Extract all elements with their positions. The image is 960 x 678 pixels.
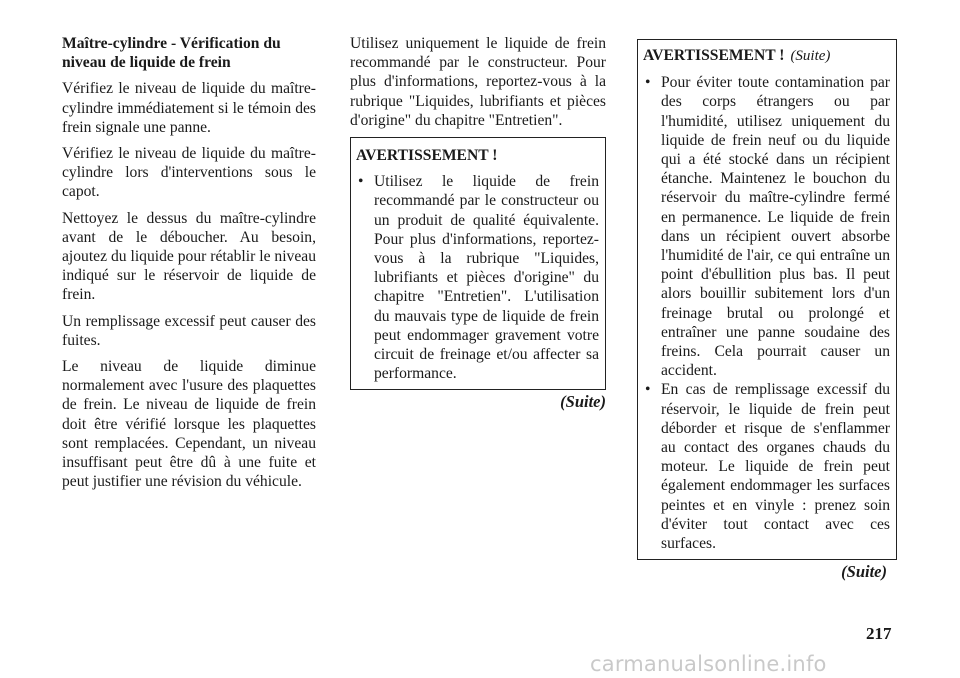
section-heading-line1: Maître-cylindre - Vérification du — [62, 35, 281, 52]
section-heading-line2: niveau de liquide de frein — [62, 54, 231, 72]
page-number: 217 — [866, 624, 892, 643]
continued-label-right: (Suite) — [841, 562, 887, 582]
paragraph-overfill-leaks: Un remplissage excessif peut causer des fuites. — [62, 312, 316, 349]
paragraph-level-decrease: Le niveau de liquide diminue normalement avec l'usure des plaquettes de frein. Le niveau de liquide de frein doit être vérifié lorsque les plaquettes sont remplacées. Cependant, un niveau insuffisant peut être dû à une fuite et peut justifier une révision du véhicule. — [62, 358, 316, 491]
warning-list-continued — [643, 73, 890, 553]
paragraph-recommended-fluid: Utilisez uniquement le liquide de frein recommandé par le constructeur. Pour plus d'informations, reportez-vous à la rubrique "Liquides, lubrifiants et pièces d'origine" du chapitre "Entretien". — [350, 35, 606, 129]
warning-continued-tag: (Suite) — [790, 48, 831, 64]
watermark: carmanualsonline.info — [590, 652, 827, 676]
warning-title-continued — [643, 46, 890, 66]
warning-title: AVERTISSEMENT ! — [356, 147, 498, 165]
right-column — [637, 34, 897, 581]
warning-item-contamination: • Pour éviter toute contamination par des corps étrangers ou par l'humidité, utilisez uniquement du liquide de frein neuf ou du liquide qui a été stocké dans un récipient étanche. Maintenez le bouchon du réservoir du maître-cylindre fermé en permanence. Le liquide de frein dans un récipient ouvert absorbe l'humidité de l'air, ce qui entraîne un point d'ébullition plus bas. Il peut alors bouillir subitement lors d'un freinage brutal ou prolongé et entraîner une panne soudaine des freins. Cela pourrait causer un accident. — [643, 73, 890, 380]
paragraph-check-on-warning: Vérifiez le niveau de liquide du maître-cylindre immédiatement si le témoin des frein signale une panne. — [62, 80, 316, 136]
middle-column — [350, 34, 606, 412]
warning-box-continued — [637, 39, 897, 560]
paragraph-check-under-hood: Vérifiez le niveau de liquide du maître-cylindre lors d'interventions sous le capot. — [62, 145, 316, 201]
warning-box — [350, 137, 606, 390]
warning-list — [356, 172, 599, 383]
continued-label: (Suite) — [560, 392, 606, 412]
warning-item: • Utilisez le liquide de frein recommandé par le constructeur ou un produit de qualité équivalente. Pour plus d'informations, reportez-vous à la rubrique "Liquides, lubrifiants et pièces d'origine" du chapitre "Entretien". L'utilisation du mauvais type de liquide de frein peut endommager gravement votre circuit de freinage et/ou affecter sa performance. — [356, 172, 599, 383]
paragraph-clean-and-fill: Nettoyez le dessus du maître-cylindre avant de le déboucher. Au besoin, ajoutez du liquide pour rétablir le niveau indiqué sur le réservoir de liquide de frein. — [62, 209, 316, 304]
warning-title-text: AVERTISSEMENT ! — [643, 47, 785, 64]
warning-item-overfill: • En cas de remplissage excessif du réservoir, le liquide de frein peut déborder et risque de s'enflammer au contact des organes chauds du moteur. Le liquide de frein peut également endommager les surfaces peintes et en vinyle : prenez soin d'éviter tout contact avec ces surfaces. — [643, 380, 890, 553]
section-heading — [62, 34, 316, 72]
left-column — [62, 34, 316, 498]
